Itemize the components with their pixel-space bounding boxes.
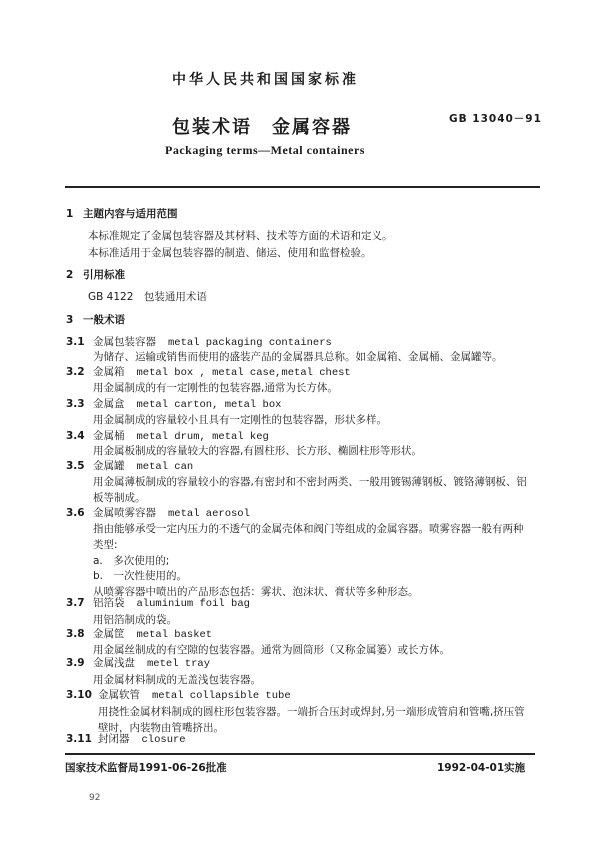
term-number: 3.10 — [66, 689, 92, 701]
term-heading — [98, 688, 291, 703]
term-cn: 金属包装容器 — [93, 336, 156, 348]
page-number: 92 — [89, 793, 101, 803]
footer-divider — [65, 753, 535, 755]
term-cn: 金属盒 — [93, 398, 125, 410]
section-heading: 引用标准 — [83, 269, 125, 281]
term-definition: 从喷雾容器中喷出的产品形态包括：雾状、泡沫状、膏状等多种形态。 — [93, 586, 419, 598]
term-definition: 用挠性金属材料制成的圆柱形包装容器。一端折合压封或焊封,另一端形成管肩和管嘴,挤压管 — [98, 706, 525, 718]
term-heading — [93, 506, 250, 521]
title-cn: 包装术语 金属容器 — [172, 117, 352, 138]
term-cn: 金属筐 — [93, 628, 125, 640]
section-number: 3 — [66, 314, 74, 326]
term-definition: 用金属材料制成的无盖浅包装容器。 — [93, 674, 261, 686]
section-text: 本标准规定了金属包装容器及其材料、技术等方面的术语和定义。 — [88, 230, 393, 242]
term-cn: 金属罐 — [93, 460, 125, 472]
term-en: metal can — [136, 461, 194, 473]
term-definition: 指由能够承受一定内压力的不透气的金属壳体和阀门等组成的金属容器。喷雾容器一般有两种 — [93, 523, 524, 535]
term-cn: 金属箱 — [93, 366, 125, 378]
term-definition: 用金属丝制成的有空隙的包装容器。通常为圆筒形（又称金属篓）或长方体。 — [93, 644, 450, 656]
section-heading: 主题内容与适用范围 — [83, 208, 178, 220]
term-number: 3.7 — [66, 597, 85, 609]
term-en: metal aerosol — [168, 508, 250, 520]
term-definition: 为储存、运输或销售而使用的盛装产品的金属器具总称。如金属箱、金属桶、金属罐等。 — [93, 351, 503, 363]
term-number: 3.9 — [66, 657, 85, 669]
term-heading — [93, 656, 210, 671]
term-en: metal basket — [136, 629, 213, 641]
standard-number: GB 13040－91 — [449, 113, 542, 125]
term-cn: 金属软管 — [98, 689, 140, 701]
section-text: GB 4122 包装通用术语 — [88, 291, 207, 303]
term-number: 3.8 — [66, 628, 85, 640]
term-number: 3.1 — [66, 336, 85, 348]
section-heading: 一般术语 — [83, 314, 125, 326]
term-cn: 金属桶 — [93, 430, 125, 442]
term-en: closure — [141, 734, 186, 746]
term-heading — [93, 397, 281, 412]
term-en: metel tray — [147, 658, 211, 670]
national-standard-header: 中华人民共和国国家标准 — [172, 72, 359, 88]
term-cn: 铝箔袋 — [93, 597, 125, 609]
term-definition: 壁时，内装物由管嘴挤出。 — [98, 722, 224, 734]
term-number: 3.3 — [66, 398, 85, 410]
term-definition: 用金属制成的容量较小且具有一定刚性的包装容器，形状多样。 — [93, 414, 387, 426]
header-divider — [65, 186, 540, 188]
term-cn: 金属浅盘 — [93, 657, 135, 669]
term-number: 3.6 — [66, 507, 85, 519]
term-heading — [93, 335, 332, 350]
term-en: metal carton, metal box — [136, 399, 282, 411]
term-en: metal collapsible tube — [152, 690, 291, 702]
term-definition: 用铝箔制成的袋。 — [93, 614, 177, 626]
term-definition: 用金属薄板制成的容量较小的容器,有密封和不密封两类、一般用镀锡薄钢板、镀铬薄钢板、铝 — [93, 476, 527, 488]
term-heading — [98, 732, 186, 747]
term-definition: 用金属制成的有一定刚性的包装容器,通常为长方体。 — [93, 382, 338, 394]
term-en: aluminium foil bag — [136, 598, 250, 610]
term-definition: b. 一次性使用的。 — [93, 570, 188, 582]
term-heading — [93, 459, 193, 474]
term-heading — [93, 627, 212, 642]
term-en: metal packaging containers — [168, 337, 332, 349]
term-number: 3.5 — [66, 460, 85, 472]
term-heading — [93, 429, 269, 444]
term-cn: 封闭器 — [98, 733, 130, 745]
approval-date: 国家技术监督局1991-06-26批准 — [65, 762, 227, 774]
term-number: 3.11 — [66, 733, 92, 745]
term-en: metal drum, metal keg — [136, 431, 269, 443]
effective-date: 1992-04-01实施 — [437, 762, 526, 774]
term-definition: 板等制成。 — [93, 492, 146, 504]
term-heading — [93, 365, 351, 380]
section-text: 本标准适用于金属包装容器的制造、储运、使用和监督检验。 — [88, 247, 372, 259]
term-definition: 类型: — [93, 539, 118, 551]
section-number: 2 — [66, 269, 74, 281]
title-en: Packaging terms—Metal containers — [165, 143, 365, 157]
term-number: 3.4 — [66, 430, 85, 442]
term-number: 3.2 — [66, 366, 85, 378]
term-en: metal box , metal case,metal chest — [136, 367, 351, 379]
term-definition: a. 多次使用的; — [93, 555, 170, 567]
term-definition: 用金属板制成的容量较大的容器,有圆柱形、长方形、椭圆柱形等形状。 — [93, 445, 422, 457]
term-heading — [93, 596, 250, 611]
term-cn: 金属喷雾容器 — [93, 507, 156, 519]
section-number: 1 — [66, 208, 74, 220]
